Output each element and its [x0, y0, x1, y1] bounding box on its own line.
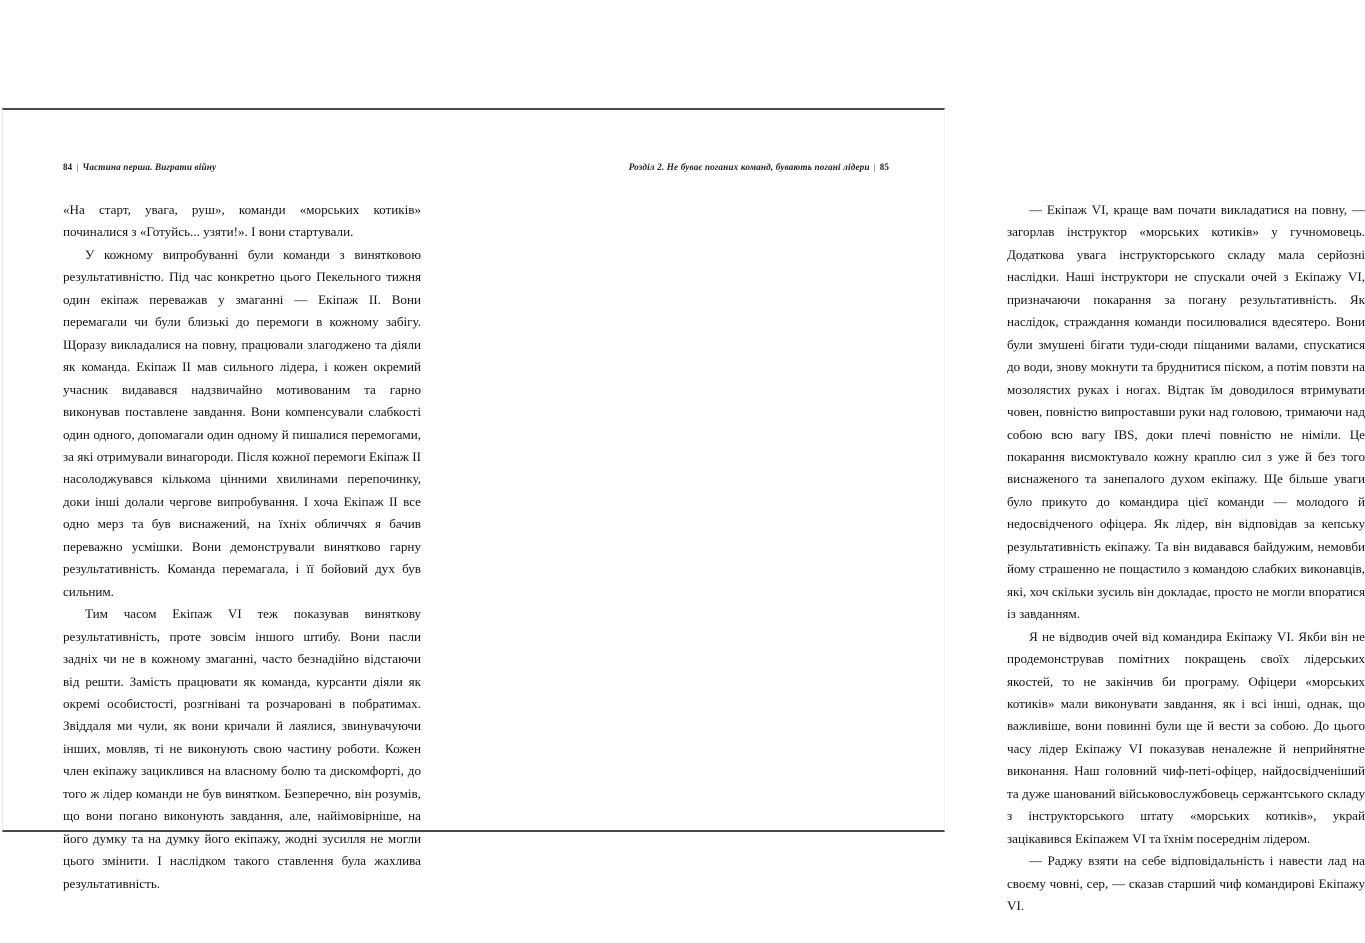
page-number-right: 85: [879, 162, 889, 172]
left-page: [3, 110, 474, 891]
running-head-right: [629, 162, 889, 172]
page-number-left: 84: [63, 162, 73, 172]
paragraph: У кожному випробуванні були команди з винятковою результативністю. Під час конкретно цього Пекельного тижня один екіпаж переважав у змаганні — Екіпаж II. Вони перемагали чи були близькі до перемоги в кожному забігу. Щоразу викладалися на повну, працювали злагоджено та діяли як команда. Екіпаж II мав сильного лідера, і кожен окремий учасник видавався надзвичайно мотивованим та гарно виконував поставлене завдання. Вони компенсували слабкості один одного, допомагали один одному й пишалися перемогами, за які отримували винагороди. Після кожної перемоги Екіпаж II насолоджувався кількома цінними хвилинами перепочинку, доки інші долали чергове випробування. І хоча Екіпаж II все одно мерз та був виснажений, на їхніх обличчях я бачив переважно усмішки. Вони демонстрували винятково гарну результативність. Команда перемагала, і її бойовий дух був сильним.: [63, 246, 421, 599]
running-head-title-left: Частина перша. Виграти війну: [82, 162, 217, 172]
paragraph: «На старт, увага, руш», команди «морських котиків» починалися з «Готуйсь... узяти!». І вони стартували.: [63, 202, 421, 240]
running-head-separator-right: |: [873, 162, 876, 172]
paragraph: Я не відводив очей від командира Екіпажу VI. Якби він не продемонстрував помітних покращень своїх лідерських якостей, то не закінчив би програму. Офіцери «морських котиків» мали виконувати завдання, як і всі інші, однак, що важливіше, вони повинні були ще й вести за собою. До цього часу лідер Екіпажу VI показував неналежне й неприйнятне виконання. Наш головний чиф-петі-офіцер, найдосвідченіший та дуже шанований військовослужбовець сержантського складу з інструкторського штату «морських котиків», украй зацікавився Екіпажем VI та їхнім посереднім лідером.: [1007, 628, 1365, 846]
paragraph: — Екіпаж VI, краще вам почати викладатися на повну, — загорлав інструктор «морських котиків» у гучномовець. Додаткова увага інструкторського складу мала серйозні наслідки. Наші інструктори не спускали очей з Екіпажу VI, призначаючи покарання за погану результативність. Як наслідок, страждання команди посилювалися вдесятеро. Вони були змушені бігати туди-сюди піщаними валами, спускатися до води, знову мокнути та бруднитися піском, а потім повзти на мозолястих руках і ногах. Відтак їм доводилося втримувати човен, повністю випроставши руки над головою, тримаючи над собою всю вагу IBS, доки плечі повністю не німіли. Це покарання висмоктувало кожну краплю сил з уже й без того виснаженого та занепалого духом екіпажу. Ще більше уваги було прикуто до командира цієї команди — молодого й недосвідченого офіцера. Як лідер, він відповідав за кепську результативність екіпажу. Та він видавався байдужим, немовби йому страшенно не пощастило з командою слабких виконавців, які, хоч скільки зусиль він докладає, просто не могли впоратися із завданням.: [1007, 202, 1365, 622]
right-page: [474, 110, 1365, 914]
body-text-right: [1007, 199, 1365, 918]
running-head-separator-left: |: [76, 162, 79, 172]
paragraph: — Раджу взяти на себе відповідальність і навести лад на своєму човні, сер, — сказав старший чиф командирові Екіпажу VI.: [1007, 853, 1365, 914]
body-text-left: [63, 199, 421, 895]
running-head-title-right: Розділ 2. Не буває поганих команд, бувають погані лідери: [628, 162, 870, 172]
paragraph: Тим часом Екіпаж VI теж показував виняткову результативність, проте зовсім іншого штибу. Вони пасли задніх чи не в кожному змаганні, часто безнадійно відстаючи від решти. Замість працювати як команда, курсанти діяли як окремі особистості, розгнівані та розчаровані в побратимах. Звіддаля ми чули, як вони кричали й лаялися, звинувачуючи інших, мовляв, ті не виконують свою частину роботи. Кожен член екіпажу зациклився на власному болю та дискомфорті, до того ж лідер команди не був винятком. Безперечно, він розумів, що вони погано виконують завдання, але, найімовірніше, на його думку та на думку його екіпажу, жодні зусилля не могли цього змінити. І наслідком такого ставлення була жахлива результативність.: [63, 606, 421, 891]
running-head-left: [63, 162, 216, 172]
book-spread: [2, 108, 1365, 914]
